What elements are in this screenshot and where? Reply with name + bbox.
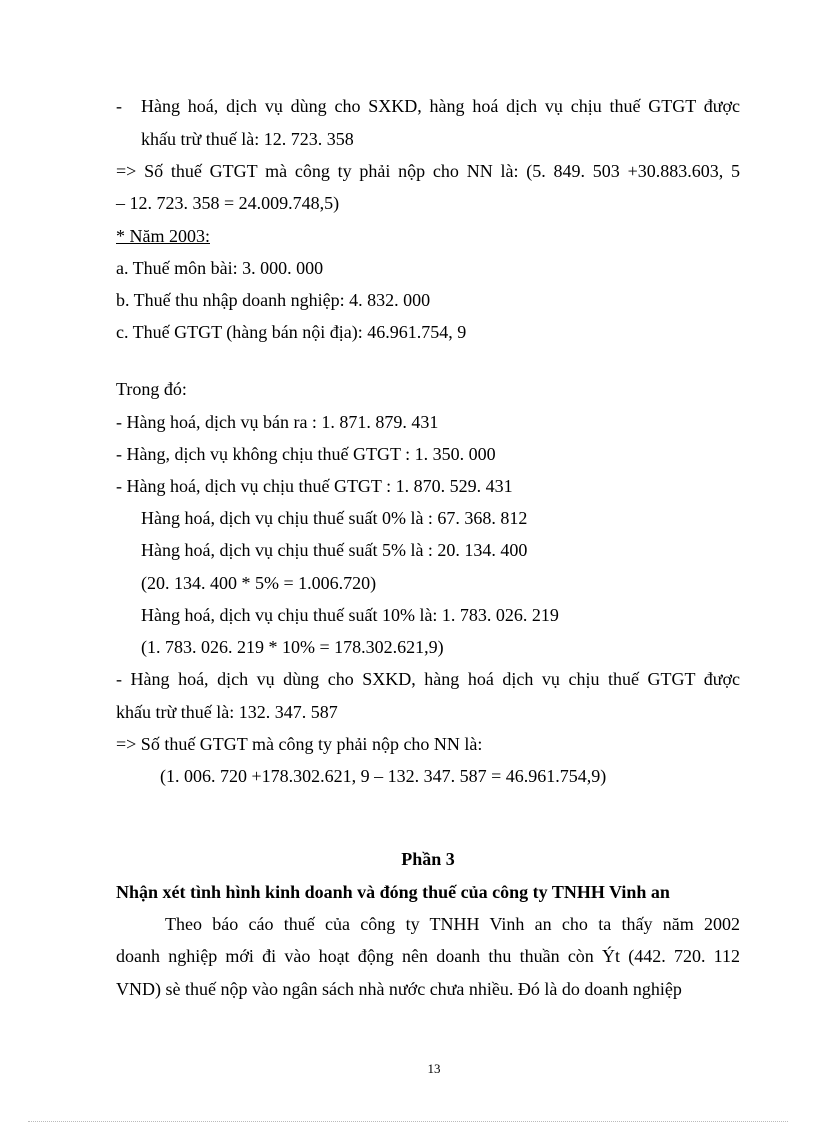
part-subtitle: Nhận xét tình hình kinh doanh và đóng thuế của công ty TNHH Vinh an (116, 882, 670, 902)
text-line: b. Thuế thu nhập doanh nghiệp: 4. 832. 000 (116, 290, 431, 310)
text-line: - Hàng hoá, dịch vụ bán ra : 1. 871. 879. 431 (116, 412, 439, 432)
text-line: Hàng hoá, dịch vụ dùng cho SXKD, hàng hoá dịch vụ chịu thuế GTGT được (141, 96, 740, 116)
text-line: Hàng hoá, dịch vụ chịu thuế suất 5% là : 20. 134. 400 (141, 540, 528, 560)
text-line: Hàng hoá, dịch vụ chịu thuế suất 0% là : 67. 368. 812 (141, 508, 528, 528)
text-line: (1. 783. 026. 219 * 10% = 178.302.621,9) (141, 637, 444, 657)
text-line: a. Thuế môn bài: 3. 000. 000 (116, 258, 324, 278)
text-line: Trong đó: (116, 379, 187, 399)
paragraph-line: doanh nghiệp mới đi vào hoạt động nên doanh thu thuần còn Ýt (442. 720. 112 (116, 946, 740, 966)
text-line: (20. 134. 400 * 5% = 1.006.720) (141, 573, 377, 593)
text-line: - Hàng, dịch vụ không chịu thuế GTGT : 1. 350. 000 (116, 444, 496, 464)
text-line: => Số thuế GTGT mà công ty phải nộp cho NN là: (116, 734, 483, 754)
bullet-dash: - (116, 96, 122, 116)
text-line: – 12. 723. 358 = 24.009.748,5) (116, 193, 340, 213)
footer-divider (28, 1121, 788, 1122)
text-line: - Hàng hoá, dịch vụ chịu thuế GTGT : 1. 870. 529. 431 (116, 476, 513, 496)
text-line: khấu trừ thuế là: 12. 723. 358 (141, 129, 354, 149)
text-line: c. Thuế GTGT (hàng bán nội địa): 46.961.754, 9 (116, 322, 467, 342)
text-line: khấu trừ thuế là: 132. 347. 587 (116, 702, 338, 722)
paragraph-line: VND) sè thuế nộp vào ngân sách nhà nước chưa nhiều. Đó là do doanh nghiệp (116, 979, 682, 999)
text-line: - Hàng hoá, dịch vụ dùng cho SXKD, hàng hoá dịch vụ chịu thuế GTGT được (116, 669, 740, 689)
paragraph-line: Theo báo cáo thuế của công ty TNHH Vinh an cho ta thấy năm 2002 (165, 914, 740, 934)
text-line: Hàng hoá, dịch vụ chịu thuế suất 10% là: 1. 783. 026. 219 (141, 605, 559, 625)
page-number: 13 (427, 1061, 441, 1076)
text-line: => Số thuế GTGT mà công ty phải nộp cho NN là: (5. 849. 503 +30.883.603, 5 (116, 161, 740, 181)
part-title: Phần 3 (401, 849, 455, 869)
section-heading-2003: * Năm 2003: (116, 226, 210, 246)
text-line: (1. 006. 720 +178.302.621, 9 – 132. 347. 587 = 46.961.754,9) (160, 766, 607, 786)
